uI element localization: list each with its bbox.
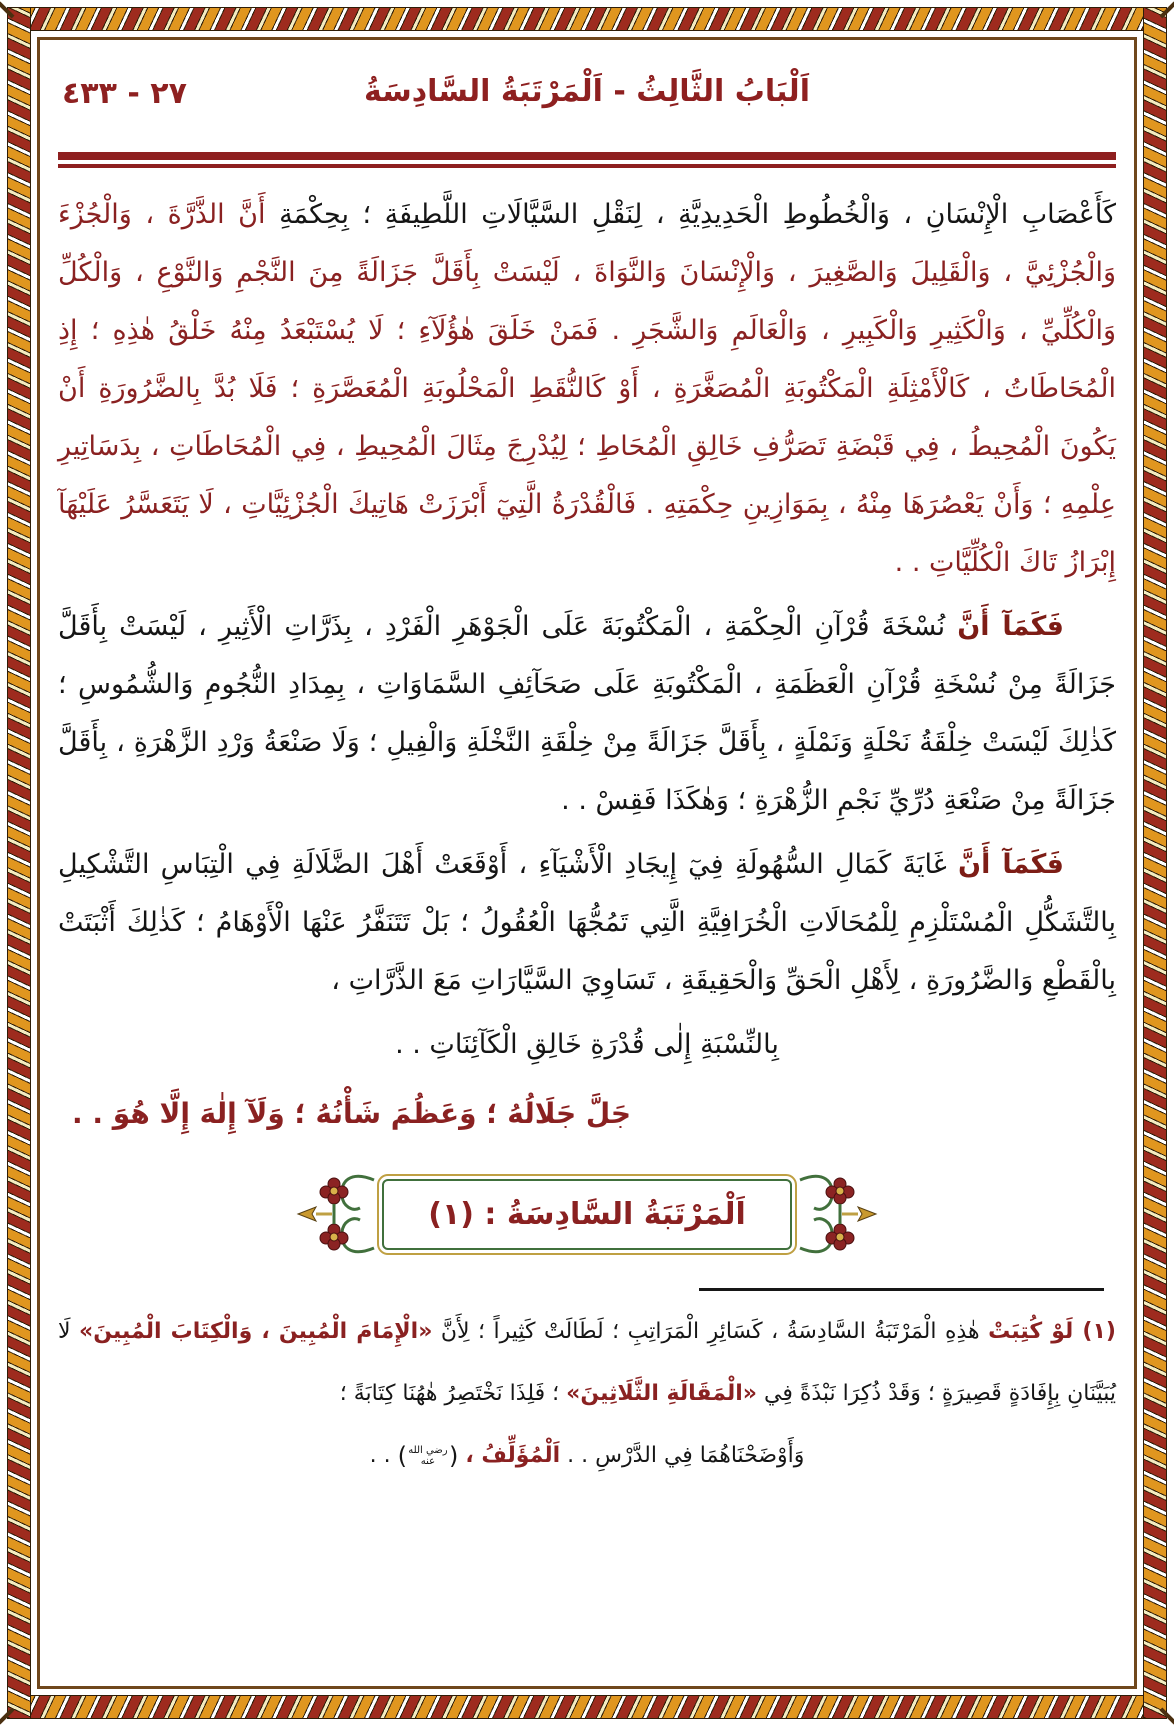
page-numbers: ٢٧ - ٤٣٣ bbox=[62, 76, 187, 111]
section-heading: اَلْمَرْتَبَةُ السَّادِسَةُ : (١) bbox=[428, 1196, 746, 1232]
floral-ornament-right-icon bbox=[798, 1164, 878, 1264]
page-header bbox=[58, 72, 1116, 144]
cartouche-frame bbox=[382, 1179, 792, 1250]
seal-paren-close: ) bbox=[397, 1442, 407, 1470]
footnote-separator-rule bbox=[699, 1288, 1104, 1291]
paragraph-3-text: غَايَةَ كَمَالِ السُّهُولَةِ فِيٓ إِيجَادِ الْأَشْيَآءِ ، أَوْقَعَتْ أَهْلَ الضَّلَالَةِ فِي الْتِبَاسِ التَّشْكِيلِ بِالتَّشَكُّلِ الْمُسْتَلْزِمِ لِلْمُحَالَاتِ الْخُرَافِيَّةِ الَّتِي تَمُجُّهَا الْعُقُولُ ؛ بَلْ تَتَنَفَّرُ عَنْهَا الْأَوْهَامُ ؛ كَذٰلِكَ أَثْبَتَتْ بِالْقَطْعِ وَالضَّرُورَةِ ، لِأَهْلِ الْحَقِّ وَالْحَقِيقَةِ ، تَسَاوِيَ السَّيَّارَاتِ مَعَ الذَّرَّاتِ ، bbox=[58, 849, 1116, 996]
divider-thin-rule bbox=[58, 164, 1116, 168]
paragraph-1-red-segment: أَنَّ الذَّرَّةَ ، وَالْجُزْءَ وَالْجُزْئِيَّ ، وَالْقَلِيلَ وَالصَّغِيرَ ، وَالْإِنْسَانَ وَالنَّوَاةَ ، لَيْسَتْ بِأَقَلَّ جَزَالَةً مِنَ النَّجْمِ وَالنَّوْعِ ، وَالْكُلِّ وَالْكُلِّيِّ ، وَالْكَثِيرِ وَالْكَبِيرِ ، وَالْعَالَمِ وَالشَّجَرِ . فَمَنْ خَلَقَ هٰؤُلَآءِ ؛ لَا يُسْتَبْعَدُ مِنْهُ خَلْقُ هٰذِهِ ؛ إِذِ الْمُحَاطَاتُ ، كَالْأَمْثِلَةِ الْمَكْتُوبَةِ الْمُصَغَّرَةِ ، أَوْ كَالنُّقَطِ الْمَحْلُوبَةِ الْمُعَصَّرَةِ ؛ فَلَا بُدَّ بِالضَّرُورَةِ أَنْ يَكُونَ الْمُحِيطُ ، فِي قَبْضَةِ تَصَرُّفِ خَالِقِ الْمُحَاطِ ؛ لِيُدْرِجَ مِثَالَ الْمُحِيطِ ، فِي الْمُحَاطَاتِ ، بِدَسَاتِيرِ عِلْمِهِ ؛ وَأَنْ يَعْصُرَهَا مِنْهُ ، بِمَوَازِينِ حِكْمَتِهِ . فَالْقُدْرَةُ الَّتِيٓ أَبْرَزَتْ هَاتِيكَ الْجُزْئِيَّاتِ ، لَا يَتَعَسَّرُ عَلَيْهَآ إِبْرَازُ تَاكَ الْكُلِّيَّاتِ . . bbox=[58, 199, 1116, 578]
author-signature: اَلْمُؤَلِّفُ ، bbox=[465, 1443, 561, 1468]
ornamental-border-top bbox=[7, 7, 1167, 31]
footnote-segment-1: هٰذِهِ الْمَرْتَبَةُ السَّادِسَةُ ، كَسَائِرِ الْمَرَاتِبِ ؛ لَطَالَتْ كَثِيراً ؛ لِأَنَّ bbox=[440, 1319, 980, 1344]
footnote-quoted-terms-2: «الْمَقَالَةِ الثَّلَاثِينَ» bbox=[566, 1381, 757, 1406]
footnote-segment-3: ؛ فَلِذَا نَخْتَصِرُ هٰهُنَا كِتَابَةً ؛ bbox=[339, 1381, 560, 1406]
footnote-closing-dots: . . bbox=[369, 1443, 391, 1468]
doxology-line: جَلَّ جَلَالُهُ ؛ وَعَظُمَ شَأْنُهُ ؛ وَلَآ إِلٰهَ إِلَّا هُوَ . . bbox=[72, 1097, 632, 1130]
footnote-segment-2: لَا يُبَيَّنَانِ بِإِفَادَةٍ قَصِيرَةٍ ؛ وَقَدْ ذُكِرَا نَبْذَةً فِي bbox=[58, 1319, 1116, 1406]
ornamental-border-left bbox=[7, 7, 31, 1719]
divider-thick-rule bbox=[58, 152, 1116, 160]
chapter-title: اَلْبَابُ الثَّالِثُ - اَلْمَرْتَبَةُ السَّادِسَةُ bbox=[364, 74, 810, 109]
paragraph-3-lead-word: فَكَمَآ أَنَّ bbox=[958, 849, 1064, 880]
page-content bbox=[58, 48, 1116, 1680]
floral-ornament-left-icon bbox=[296, 1164, 376, 1264]
section-cartouche bbox=[58, 1164, 1116, 1264]
ornamental-border-bottom bbox=[7, 1695, 1167, 1719]
paragraph-2-lead-word: فَكَمَآ أَنَّ bbox=[957, 611, 1064, 642]
paragraph-3-closing-line: بِالنِّسْبَةِ إِلٰى قُدْرَةِ خَالِقِ الْكَآئِنَاتِ . . bbox=[395, 1029, 779, 1060]
paragraph-2 bbox=[58, 598, 1116, 830]
footnote-closing-line bbox=[58, 1425, 1116, 1487]
ornamental-border-right bbox=[1143, 7, 1167, 1719]
footnote-quoted-terms-1: «الْإِمَامَ الْمُبِينَ ، وَالْكِتَابَ الْمُبِينَ» bbox=[79, 1319, 433, 1344]
paragraph-1 bbox=[58, 186, 1116, 592]
footnote-text bbox=[58, 1301, 1116, 1487]
main-text bbox=[58, 186, 1116, 1142]
author-seal: رضي الله عنه bbox=[408, 1445, 448, 1467]
paragraph-2-text: نُسْخَةَ قُرْآنِ الْحِكْمَةِ ، الْمَكْتُوبَةَ عَلَى الْجَوْهَرِ الْفَرْدِ ، بِذَرَّاتِ الْأَثِيرِ ، لَيْسَتْ بِأَقَلَّ جَزَالَةً مِنْ نُسْخَةِ قُرْآنِ الْعَظَمَةِ ، الْمَكْتُوبَةِ عَلَى صَحَآئِفِ السَّمَاوَاتِ ، بِمِدَادِ النُّجُومِ وَالشُّمُوسِ ؛ كَذٰلِكَ لَيْسَتْ خِلْقَةُ نَحْلَةٍ وَنَمْلَةٍ ، بِأَقَلَّ جَزَالَةً مِنْ خِلْقَةِ النَّخْلَةِ وَالْفِيلِ ؛ وَلَا صَنْعَةُ وَرْدِ الزَّهْرَةِ ، بِأَقَلَّ جَزَالَةً مِنْ صَنْعَةِ دُرِّيِّ نَجْمِ الزُّهْرَةِ ؛ وَهٰكَذَا فَقِسْ . . bbox=[58, 611, 1116, 816]
footnote-marker: (١) لَوْ كُتِبَتْ bbox=[988, 1319, 1116, 1344]
paragraph-1-black-segment: كَأَعْصَابِ الْإِنْسَانِ ، وَالْخُطُوطِ الْحَدِيدِيَّةِ ، لِنَقْلِ السَّيَّالَاتِ اللَّطِيفَةِ ؛ بِحِكْمَةِ bbox=[279, 199, 1116, 230]
footnote-closing-black: وَأَوْضَحْنَاهُمَا فِي الدَّرْسِ . . bbox=[567, 1443, 805, 1468]
header-divider bbox=[58, 152, 1116, 168]
seal-paren-open: ( bbox=[448, 1442, 459, 1470]
paragraph-3 bbox=[58, 836, 1116, 1010]
